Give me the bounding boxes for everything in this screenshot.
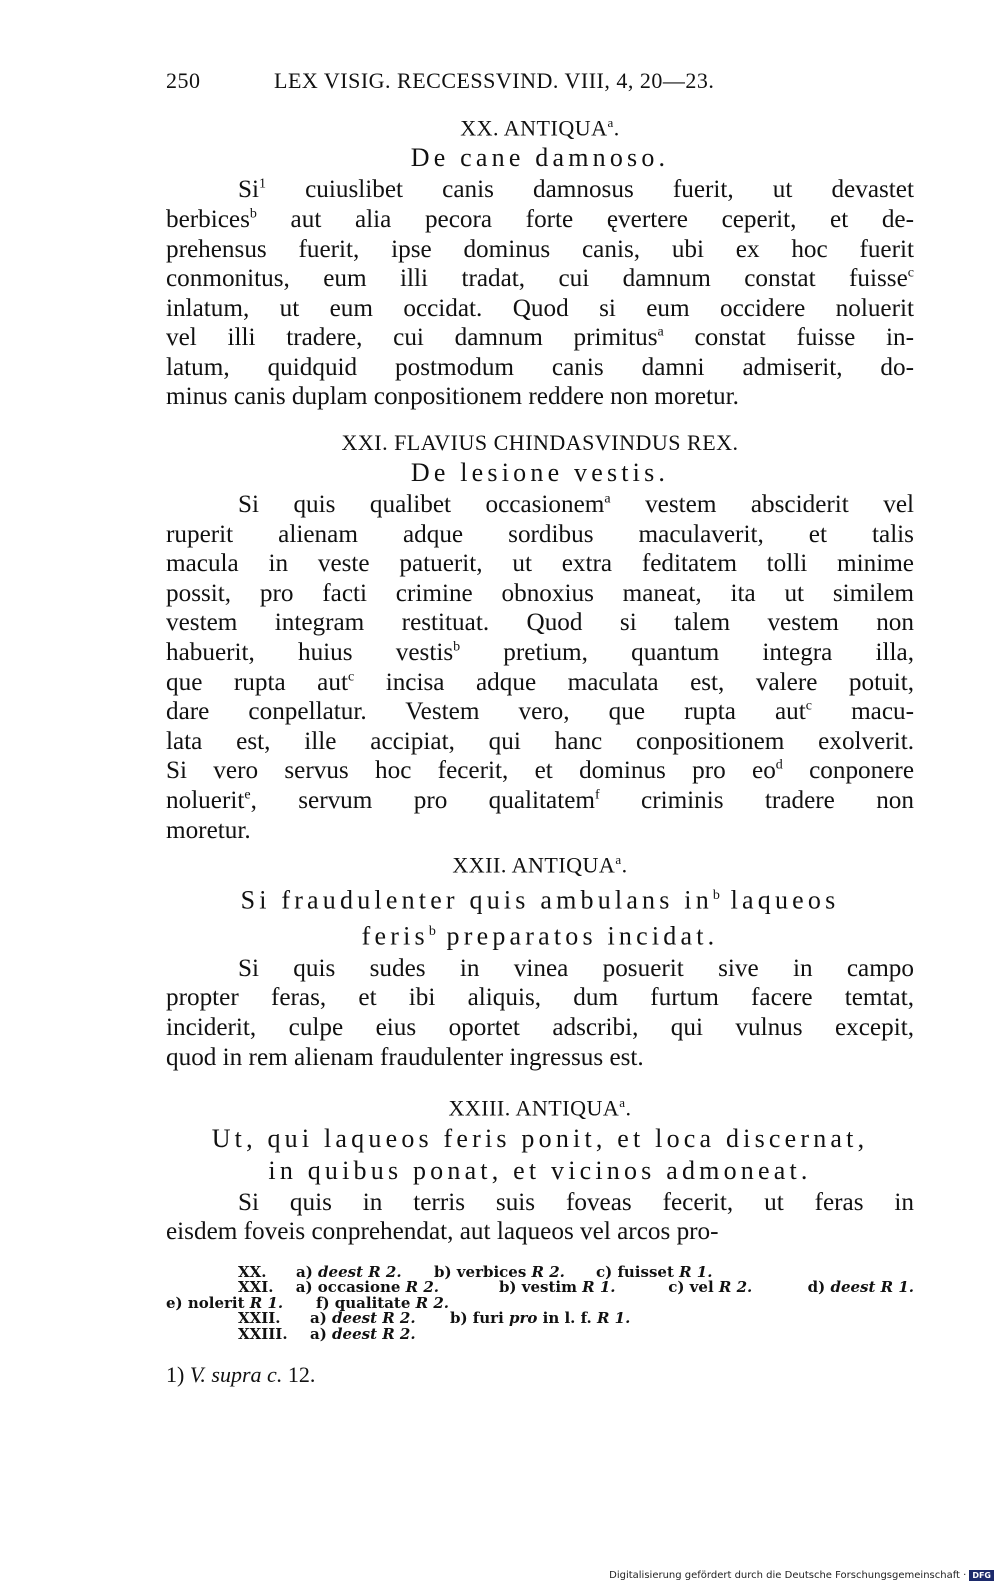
footnote: 1) V. supra c. 12. <box>166 1362 316 1388</box>
section-heading-xxii: XXII. ANTIQUA$^a$. <box>452 852 628 878</box>
text-line: Si quis in terris suis foveas fecerit, ut feras in <box>238 1188 914 1216</box>
text-line: Si vero servus hoc fecerit, et dominus pro $eo^d$ conponere <box>166 757 914 785</box>
text-line: propter feras, et ibi aliquis, dum furtum facere temtat, <box>166 984 914 1012</box>
text-line: berbices$^b$ aut alia pecora forte ęvertere ceperit, et de- <box>166 205 914 233</box>
rubric-xxii-line2: feris$^b$ preparatos incidat. <box>361 921 719 951</box>
paragraph-xxii <box>166 954 914 1072</box>
text-line: macula in veste patuerit, ut extra feditatem tolli minime <box>166 550 914 578</box>
apparatus-row-xx: XX. a) deest R 2. b) verbices R 2. c) fuisset R 1. <box>238 1262 713 1281</box>
text-line: dare conpellatur. Vestem vero, que rupta aut$^c$ macu- <box>166 698 914 726</box>
rubric-xxiii-line2: in quibus ponat, et vicinos admoneat. <box>268 1155 812 1185</box>
text-line: latum, quidquid postmodum canis damni admiserit, do- <box>166 353 914 381</box>
text-line: eisdem foveis conprehendat, aut laqueos vel arcos pro- <box>166 1218 719 1246</box>
paragraph-xxiii <box>166 1188 914 1247</box>
apparatus-row-xxii: XXII. a) deest R 2. b) furi pro in l. f. R 1. <box>238 1309 631 1328</box>
running-title: LEX VISIG. RECCESSVIND. VIII, 4, 20—23. <box>274 68 715 93</box>
apparatus-row-xxiii: XXIII. a) deest R 2. <box>238 1324 416 1343</box>
critical-apparatus <box>166 1262 914 1343</box>
text-line: lata est, ille accipiat, qui hanc conpositionem exolverit. <box>166 727 914 755</box>
rubric-xxii-line1: Si fraudulenter quis ambulans $in^b$ laqueos <box>240 885 840 915</box>
text-line: Si quis sudes in vinea posuerit sive in campo <box>238 954 914 982</box>
rubric-xxiii-line1: Ut, qui laqueos feris ponit, et loca discernat, <box>211 1123 869 1153</box>
text-line: prehensus fuerit, ipse dominus canis, ubi ex hoc fuerit <box>166 235 914 263</box>
text-line: habuerit, huius vestis$^b$ pretium, quantum integra illa, <box>166 639 914 667</box>
running-head <box>166 68 914 94</box>
text-line: inciderit, culpe eius oportet adscribi, qui vulnus excepit, <box>166 1014 914 1042</box>
rubric-xx: De cane damnoso. <box>410 143 670 173</box>
text-line: inlatum, ut eum occidat. Quod si eum occidere noluerit <box>166 294 914 322</box>
page-content <box>166 68 914 1388</box>
text-line: Si$^1$ cuiuslibet canis damnosus fuerit, ut devastet <box>238 176 914 204</box>
apparatus-row-xxi: XXI. a) occasione R 2. b) vestim R 1. c) vel R 2. d) deest R 1. <box>238 1278 914 1297</box>
text-line: conmonitus, eum illi tradat, cui damnum constat fuisse$^c$ <box>166 265 914 293</box>
text-line: minus canis duplam conpositionem reddere non moretur. <box>166 383 739 411</box>
section-heading-xxiii: XXIII. ANTIQUA$^a$. <box>448 1095 632 1121</box>
paragraph-xx <box>166 175 914 412</box>
text-line: noluerit$^e$, servum pro qualitatem$^f$ criminis tradere non <box>166 787 914 815</box>
text-line: vestem integram restituat. Quod si talem vestem non <box>166 609 914 637</box>
digitization-credit: Digitalisierung gefördert durch die Deutsche Forschungsgemeinschaft · DFG <box>609 1570 994 1581</box>
section-heading-xx: XX. ANTIQUA$^a$. <box>460 115 620 141</box>
text-line: ruperit alienam adque sordibus maculaverit, et talis <box>166 520 914 548</box>
rubric-xxi: De lesione vestis. <box>410 458 670 488</box>
page-number: 250 <box>166 68 201 93</box>
text-line: que rupta aut$^c$ incisa adque maculata est, valere potuit, <box>166 668 915 696</box>
apparatus-row-xxi-cont: e) nolerit R 1. f) qualitate R 2. <box>166 1293 449 1312</box>
paragraph-xxi <box>166 490 914 845</box>
text-line: Si quis qualibet occasionem$^a$ vestem absciderit vel <box>238 491 914 519</box>
text-line: quod in rem alienam fraudulenter ingressus est. <box>166 1043 644 1071</box>
section-heading-xxi: XXI. FLAVIUS CHINDASVINDUS REX. <box>341 430 739 456</box>
text-line: vel illi tradere, cui damnum primitus$^a$ constat fuisse in- <box>166 324 914 352</box>
text-line: moretur. <box>166 816 251 844</box>
dfg-logo-icon: DFG <box>969 1570 994 1581</box>
text-line: possit, pro facti crimine obnoxius maneat, ita ut similem <box>166 579 914 607</box>
